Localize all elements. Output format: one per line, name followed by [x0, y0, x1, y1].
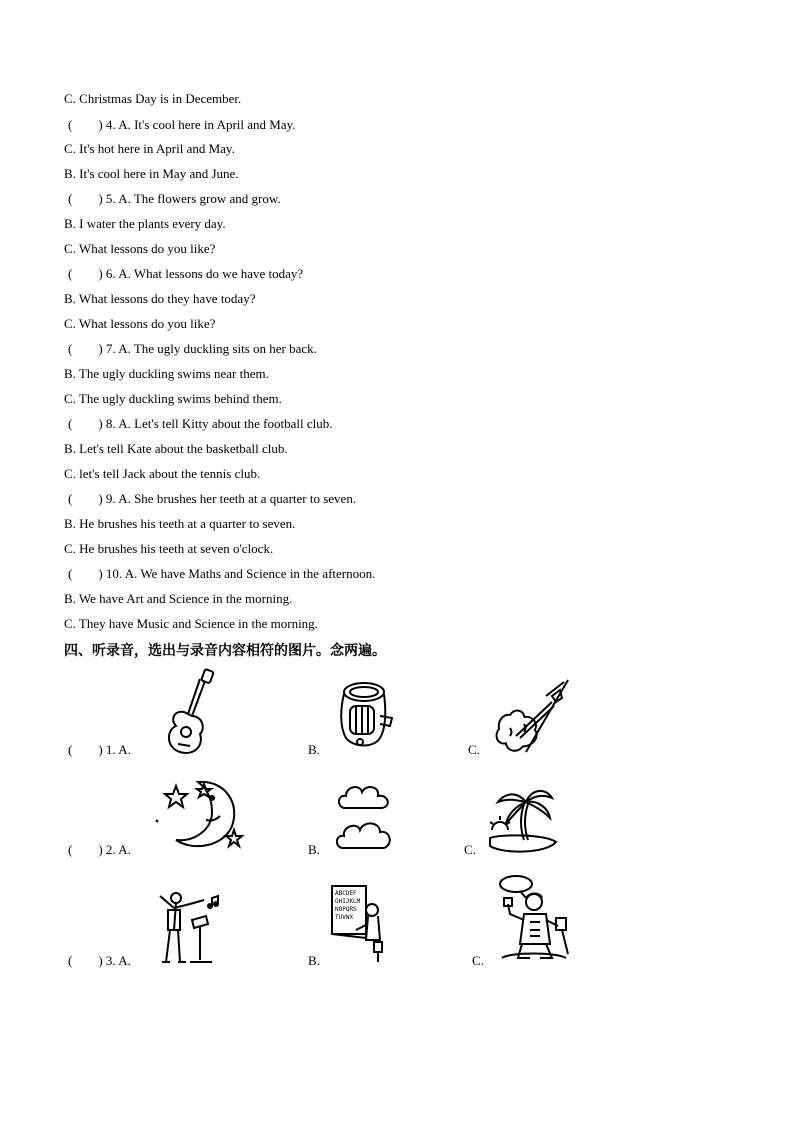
option-text: C. Christmas Day is in December.	[64, 91, 242, 106]
eye-chart-line: NOPQRS	[335, 906, 357, 913]
conductor-icon	[150, 886, 226, 966]
option-c-label: C.	[464, 842, 476, 857]
option-text: C. What lessons do you like?	[64, 241, 216, 256]
picture-question-label: ( ) 1. A.	[68, 742, 131, 757]
option-text: B. Let's tell Kate about the basketball club.	[64, 441, 288, 456]
violin-icon	[486, 676, 576, 756]
question-line: ( ) 6. A. What lessons do we have today?	[68, 266, 304, 281]
teacher-chart-icon	[330, 884, 386, 964]
picture-question-label: ( ) 3. A.	[68, 953, 131, 968]
eye-chart-line: TUVWX	[335, 914, 354, 921]
option-text: C. He brushes his teeth at seven o'clock.	[64, 541, 274, 556]
option-text: C. What lessons do you like?	[64, 316, 216, 331]
option-text: B. It's cool here in May and June.	[64, 166, 239, 181]
option-text: B. He brushes his teeth at a quarter to seven.	[64, 516, 296, 531]
question-line: ( ) 9. A. She brushes her teeth at a quarter to seven.	[68, 491, 357, 506]
option-b-label: B.	[308, 742, 320, 757]
clouds-icon	[336, 782, 396, 854]
eye-chart-line: GHIJKLM	[335, 898, 361, 905]
eye-chart-line: ABCDEF	[335, 890, 357, 897]
option-b-label: B.	[308, 842, 320, 857]
question-line: ( ) 4. A. It's cool here in April and May.	[68, 117, 296, 132]
option-b-label: B.	[308, 953, 320, 968]
guitar-icon	[162, 668, 218, 756]
option-text: B. I water the plants every day.	[64, 216, 226, 231]
tuba-icon	[330, 680, 396, 750]
option-text: C. It's hot here in April and May.	[64, 141, 235, 156]
option-c-label: C.	[472, 953, 484, 968]
option-text: C. The ugly duckling swims behind them.	[64, 391, 282, 406]
option-c-label: C.	[468, 742, 480, 757]
question-line: ( ) 8. A. Let's tell Kitty about the football club.	[68, 416, 333, 431]
option-text: B. The ugly duckling swims near them.	[64, 366, 269, 381]
question-line: ( ) 5. A. The flowers grow and grow.	[68, 191, 281, 206]
question-line: ( ) 7. A. The ugly duckling sits on her back.	[68, 341, 317, 356]
moon-stars-icon	[154, 776, 248, 852]
option-text: B. We have Art and Science in the morning.	[64, 591, 293, 606]
palm-island-icon	[486, 784, 558, 856]
option-text: C. let's tell Jack about the tennis club.	[64, 466, 261, 481]
picture-question-label: ( ) 2. A.	[68, 842, 131, 857]
option-text: C. They have Music and Science in the morning.	[64, 616, 318, 631]
section-heading: 四、听录音，选出与录音内容相符的图片。念两遍。	[64, 643, 386, 659]
singer-icon	[496, 874, 572, 962]
option-text: B. What lessons do they have today?	[64, 291, 256, 306]
question-line: ( ) 10. A. We have Maths and Science in the afternoon.	[68, 566, 376, 581]
